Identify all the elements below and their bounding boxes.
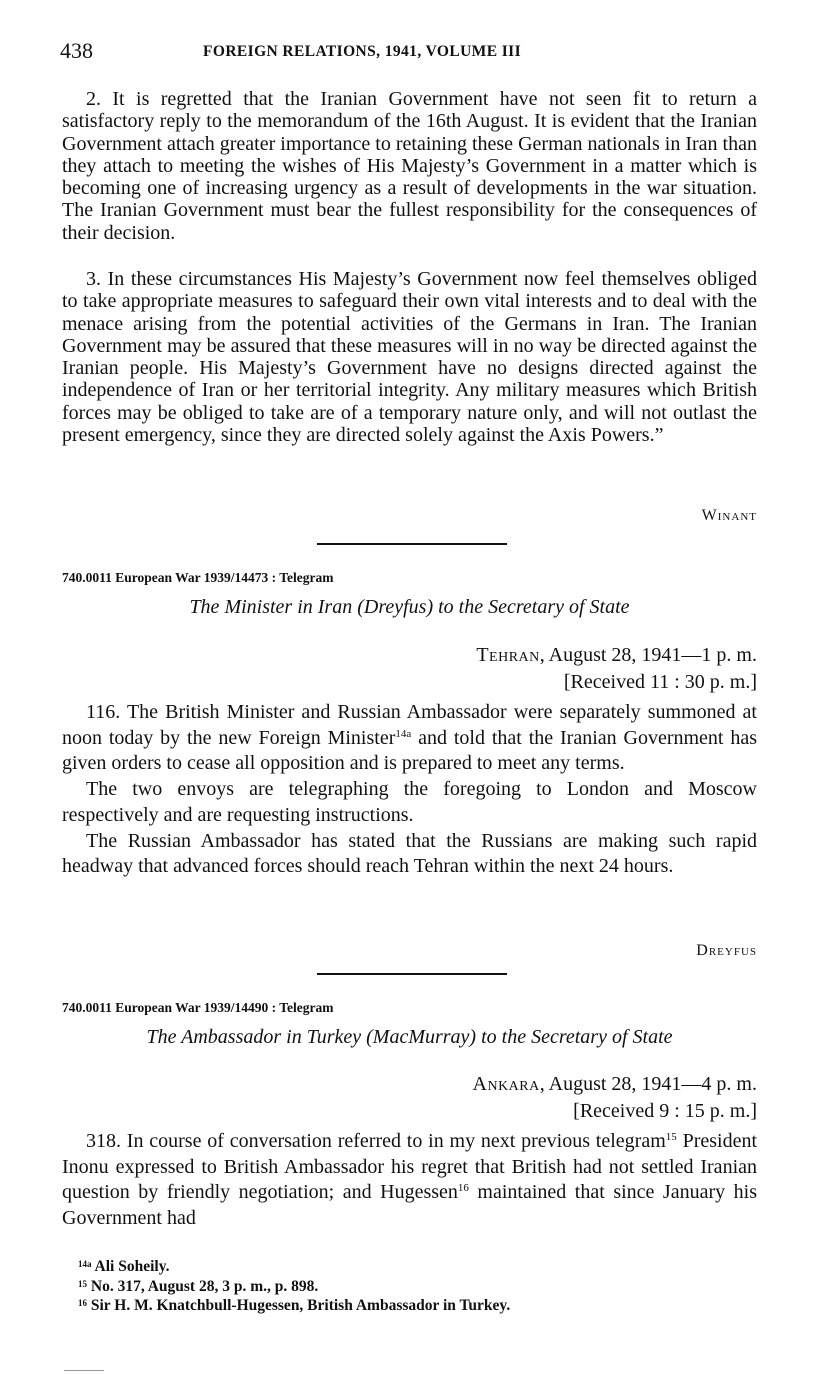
file-number: 740.0011 European War 1939/14490 : Telegram (62, 1000, 334, 1015)
dateline-date: , August 28, 1941—4 p. m. (539, 1073, 757, 1095)
signature-dreyfus: Dreyfus (696, 942, 757, 959)
page-number: 438 (60, 38, 93, 63)
received-time: [Received 9 : 15 p. m.] (573, 1100, 757, 1122)
dateline-place: Tehran (476, 644, 540, 666)
paragraph-2: 2. It is regretted that the Iranian Government have not seen fit to return a satisfactory reply to the memorandum of the 16th August. It is evident that the Iranian Government attach greater importance to retaining these German nationals in Iran than they attach to meeting the wishes of His Majesty’s Government in a matter which is becoming one of increasing urgency as a result of developments in the war situation. The Iranian Government must bear the fullest responsibility for the consequences of their decision. (62, 88, 757, 244)
footnote-ref: 14a (395, 727, 412, 740)
body-paragraph: The Russian Ambassador has stated that the Russians are making such rapid headway that advanced forces should reach Tehran within the next 24 hours. (62, 829, 757, 878)
dateline (476, 642, 757, 696)
footnote: $^{16}$ Sir H. M. Knatchbull-Hugessen, British Ambassador in Turkey. (78, 1297, 511, 1314)
body-paragraph: 116. The British Minister and Russian Ambassador were separately summoned at noon today by the new Foreign Minister$^{14a}$ and told that the Iranian Government has given orders to cease all opposition and is prepared to meet any terms. (62, 701, 757, 775)
signature-winant: Winant (701, 507, 757, 524)
document-title: The Minister in Iran (Dreyfus) to the Secretary of State (189, 596, 630, 618)
section-divider (317, 973, 507, 975)
body-paragraph: The two envoys are telegraphing the foregoing to London and Moscow respectively and are requesting instructions. (62, 778, 757, 826)
footnote: $^{14a}$ Ali Soheily. (78, 1258, 170, 1275)
telegram-body (62, 1129, 757, 1232)
section-divider (317, 543, 507, 545)
received-time: [Received 11 : 30 p. m.] (563, 671, 757, 693)
footnote-ref: 15 (665, 1131, 677, 1143)
running-header (60, 38, 760, 68)
footnote: $^{15}$ No. 317, August 28, 3 p. m., p. 898. (78, 1277, 319, 1295)
document-title: The Ambassador in Turkey (MacMurray) to the Secretary of State (146, 1026, 673, 1048)
footnotes (78, 1256, 758, 1315)
page-edge-mark (64, 1370, 104, 1371)
paragraph-3: 3. In these circumstances His Majesty’s Government now feel themselves obliged to take appropriate measures to safeguard their own vital interests and to deal with the menace arising from the potential activities of the Germans in Iran. The Iranian Government may be assured that these measures will in no way be directed against the Iranian people. His Majesty’s Government have no designs directed against the independence of Iran or her territorial integrity. Any military measures which British forces may be obliged to take are of a temporary nature only, and will not outlast the present emergency, since they are directed solely against the Axis Powers.” (62, 268, 757, 447)
footnote-ref: 16 (457, 1182, 469, 1195)
file-number: 740.0011 European War 1939/14473 : Telegram (62, 570, 334, 585)
running-title: FOREIGN RELATIONS, 1941, VOLUME III (203, 43, 521, 60)
telegram-body (62, 700, 757, 880)
dateline-date: , August 28, 1941—1 p. m. (539, 644, 757, 666)
body-paragraph: 318. In course of conversation referred to in my next previous telegram$^{15}$ President Inonu expressed to British Ambassador his regret that British had not settled Iranian question by friendly negotiation; and Hugessen$^{16}$ maintained that since January his Government had (62, 1130, 758, 1230)
dateline (473, 1071, 757, 1125)
dateline-place: Ankara (472, 1073, 540, 1095)
